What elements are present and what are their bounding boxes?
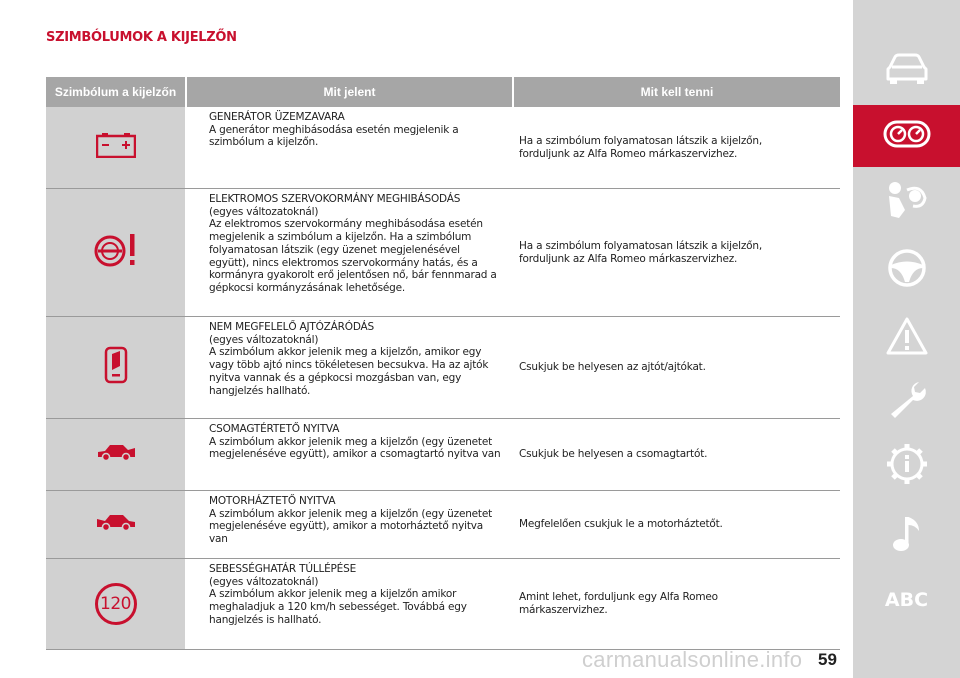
meaning-text: MOTORHÁZTETŐ NYITVA <box>209 495 336 507</box>
action-text <box>519 448 707 461</box>
battery-icon <box>96 132 136 163</box>
watermark: carmanualsonline.info <box>582 647 803 672</box>
meaning-text: A generátor meghibásodása esetén megjelenik a <box>209 123 459 136</box>
hood-open-icon <box>95 512 137 537</box>
action-line: forduljunk az Alfa Romeo márkaszervizhez. <box>519 147 738 160</box>
meaning-text: folyamatosan látszik (egy üzenet megjelenésével <box>209 243 460 256</box>
table-row <box>46 189 840 317</box>
sidebar-item-steering-wheel[interactable] <box>853 240 960 300</box>
action-text <box>519 135 762 160</box>
symbol-cell <box>46 491 185 558</box>
action-line: márkaszervizhez. <box>519 604 608 616</box>
meaning-text: A szimbólum akkor jelenik meg a kijelzőn, amikor egy <box>209 346 482 359</box>
action-line: Megfelelően csukjuk le a motorháztetőt. <box>519 518 723 531</box>
table-header <box>46 77 840 107</box>
symbol-cell <box>46 189 185 316</box>
meaning-text: (egyes változatoknál) <box>209 205 319 218</box>
action-cell <box>515 107 840 188</box>
sidebar-item-info-gear[interactable] <box>853 436 960 496</box>
header-symbol: Szimbólum a kijelzőn <box>54 85 177 99</box>
header-meaning: Mit jelent <box>323 85 376 99</box>
table-row <box>46 317 840 419</box>
action-line: Csukjuk be helyesen a csomagtartót. <box>519 448 708 461</box>
meaning-text: megjelenik a szimbólum a kijelzőn. Ha a szimbólum <box>209 231 472 244</box>
page-title: SZIMBÓLUMOK A KIJELZŐN <box>46 30 237 45</box>
table-row <box>46 107 840 189</box>
speed-limit-icon: 120 <box>95 583 137 625</box>
sidebar-item-abc[interactable] <box>853 570 960 630</box>
sidebar-item-music-note[interactable] <box>853 505 960 565</box>
action-text <box>519 518 723 531</box>
meaning-cell <box>185 317 515 418</box>
instrument-panel-icon <box>883 119 931 154</box>
meaning-text: van <box>209 533 228 546</box>
meaning-cell <box>185 189 515 316</box>
sidebar-item-airbag-passenger[interactable] <box>853 172 960 232</box>
action-cell <box>515 559 840 649</box>
meaning-text: hangjelzés is hallható. <box>209 613 322 626</box>
trunk-open-icon <box>95 442 137 467</box>
meaning-text: CSOMAGTÉRTETŐ NYITVA <box>209 423 340 435</box>
meaning-cell <box>185 107 515 188</box>
sidebar-item-wrench[interactable] <box>853 372 960 432</box>
meaning-text: A szimbólum akkor jelenik meg a kijelzőn (egy üzenetet <box>209 435 493 448</box>
meaning-text: gépkocsi kormányzásának lehetősége. <box>209 281 405 294</box>
sidebar-item-instrument-panel[interactable] <box>853 105 960 167</box>
meaning-text: együtt), nincs elektromos szervokormány hatás, és a <box>209 256 478 269</box>
steering-wheel-icon <box>887 248 927 293</box>
meaning-text: (egyes változatoknál) <box>209 333 319 346</box>
action-text <box>519 240 762 265</box>
table-row <box>46 491 840 559</box>
action-text <box>519 361 706 374</box>
meaning-text: vagy több ajtó nincs tökéletesen becsukva. Ha az ajtók <box>209 359 489 372</box>
header-action: Mit kell tenni <box>640 85 714 99</box>
warning-triangle-icon <box>885 316 929 361</box>
meaning-text: NEM MEGFELELŐ AJTÓZÁRÓDÁS <box>209 321 374 333</box>
door-open-icon <box>104 346 128 389</box>
table-row <box>46 559 840 650</box>
airbag-passenger-icon <box>885 180 929 225</box>
power-steering-icon <box>92 232 140 273</box>
meaning-text: megjelenéséve együtt), amikor a csomagtartó nyitva van <box>209 448 501 461</box>
symbol-cell <box>46 317 185 418</box>
action-text <box>519 591 718 616</box>
meaning-text: kormányra gyakorolt erő jelentősen nő, bár fennmarad a <box>209 269 497 282</box>
sidebar <box>853 0 960 678</box>
meaning-text: hangjelzés hallható. <box>209 384 311 397</box>
sidebar-item-car[interactable] <box>853 40 960 100</box>
wrench-icon <box>885 378 929 427</box>
meaning-cell <box>185 419 515 490</box>
info-gear-icon <box>885 442 929 491</box>
action-line: Ha a szimbólum folyamatosan látszik a kijelzőn, <box>519 134 762 147</box>
action-cell <box>515 189 840 316</box>
meaning-text: Az elektromos szervokormány meghibásodása esetén <box>209 218 483 231</box>
sidebar-item-warning-triangle[interactable] <box>853 308 960 368</box>
car-icon <box>884 51 930 90</box>
meaning-cell <box>185 491 515 558</box>
meaning-text: SEBESSÉGHATÁR TÚLLÉPÉSE <box>209 563 357 575</box>
meaning-text: (egyes változatoknál) <box>209 575 319 588</box>
action-cell <box>515 491 840 558</box>
meaning-text: GENERÁTOR ÜZEMZAVARA <box>209 111 345 123</box>
meaning-text: megjelenéséve együtt), amikor a motorháztető nyitva <box>209 520 484 533</box>
meaning-text: nyitva vannak és a gépkocsi mozgásban van, egy <box>209 371 462 384</box>
symbol-cell <box>46 419 185 490</box>
table-row <box>46 419 840 491</box>
symbols-table <box>46 77 840 650</box>
abc-icon: ABC <box>884 589 929 611</box>
music-note-icon <box>889 511 925 560</box>
action-line: forduljunk az Alfa Romeo márkaszervizhez. <box>519 252 738 265</box>
meaning-cell <box>185 559 515 649</box>
meaning-text: szimbólum a kijelzőn. <box>209 136 319 149</box>
action-line: Amint lehet, forduljunk egy Alfa Romeo <box>519 591 718 604</box>
meaning-text: A szimbólum akkor jelenik meg a kijelzőn amikor <box>209 588 457 601</box>
action-line: Ha a szimbólum folyamatosan látszik a kijelzőn, <box>519 239 762 252</box>
action-cell <box>515 419 840 490</box>
meaning-text: A szimbólum akkor jelenik meg a kijelzőn (egy üzenetet <box>209 507 493 520</box>
meaning-text: meghaladjuk a 120 km/h sebességet. Továbbá egy <box>209 601 467 614</box>
symbol-cell <box>46 107 185 188</box>
action-cell <box>515 317 840 418</box>
page-number: 59 <box>818 650 837 669</box>
symbol-cell <box>46 559 185 649</box>
action-line: Csukjuk be helyesen az ajtót/ajtókat. <box>519 361 706 374</box>
meaning-text: ELEKTROMOS SZERVOKORMÁNY MEGHIBÁSODÁS <box>209 193 461 205</box>
